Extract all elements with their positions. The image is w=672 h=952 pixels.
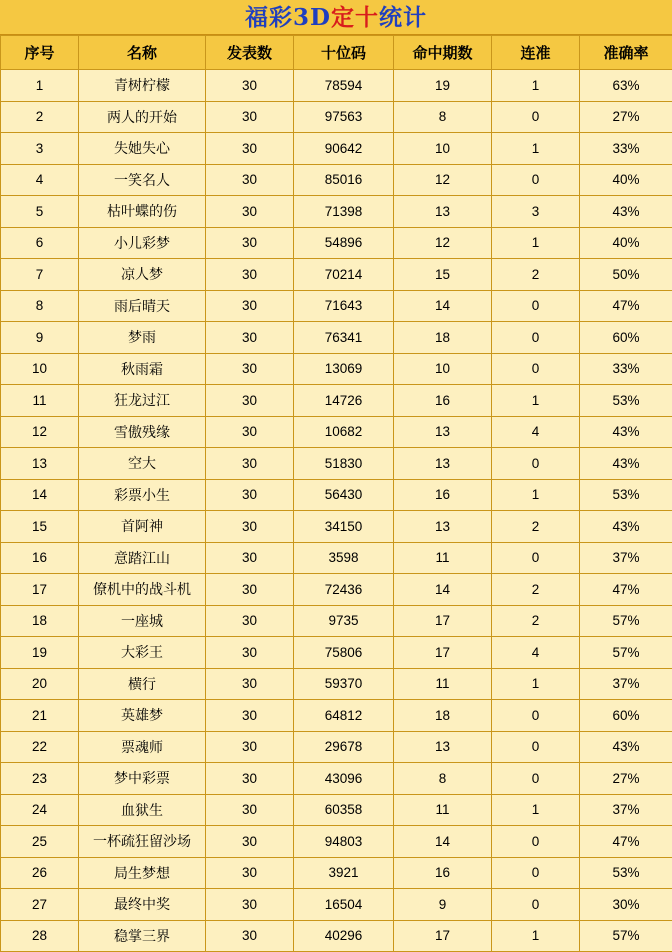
cell-index: 20 [1,668,79,700]
cell-accuracy: 47% [580,290,672,322]
cell-consecutive: 0 [492,164,580,196]
cell-name: 稳掌三界 [79,920,206,952]
cell-hit-periods: 10 [394,353,492,385]
cell-post-count: 30 [206,259,294,291]
cell-accuracy: 60% [580,322,672,354]
cell-post-count: 30 [206,448,294,480]
cell-index: 19 [1,637,79,669]
table-row [1,605,672,637]
cell-tens-digit-code: 14726 [294,385,394,417]
cell-name: 局生梦想 [79,857,206,889]
cell-accuracy: 43% [580,448,672,480]
cell-name: 梦雨 [79,322,206,354]
table-row [1,574,672,606]
cell-consecutive: 2 [492,259,580,291]
cell-index: 10 [1,353,79,385]
cell-index: 11 [1,385,79,417]
cell-consecutive: 0 [492,889,580,921]
cell-post-count: 30 [206,731,294,763]
cell-index: 8 [1,290,79,322]
cell-hit-periods: 16 [394,857,492,889]
cell-hit-periods: 17 [394,605,492,637]
cell-name: 青树柠檬 [79,70,206,102]
cell-tens-digit-code: 40296 [294,920,394,952]
cell-tens-digit-code: 54896 [294,227,394,259]
cell-post-count: 30 [206,857,294,889]
table-row [1,511,672,543]
cell-index: 12 [1,416,79,448]
cell-hit-periods: 13 [394,196,492,228]
cell-consecutive: 1 [492,668,580,700]
cell-tens-digit-code: 29678 [294,731,394,763]
cell-tens-digit-code: 71398 [294,196,394,228]
table-row [1,164,672,196]
cell-name: 凉人梦 [79,259,206,291]
table-row [1,637,672,669]
table-row [1,479,672,511]
title-segment-prefix: 福彩3D [245,4,331,31]
cell-accuracy: 43% [580,416,672,448]
cell-accuracy: 27% [580,101,672,133]
table-row [1,70,672,102]
cell-tens-digit-code: 16504 [294,889,394,921]
cell-accuracy: 43% [580,511,672,543]
cell-name: 一杯疏狂留沙场 [79,826,206,858]
table-row [1,889,672,921]
cell-accuracy: 53% [580,857,672,889]
cell-index: 6 [1,227,79,259]
cell-hit-periods: 13 [394,511,492,543]
cell-tens-digit-code: 94803 [294,826,394,858]
cell-hit-periods: 17 [394,920,492,952]
cell-accuracy: 50% [580,259,672,291]
cell-consecutive: 1 [492,479,580,511]
cell-index: 16 [1,542,79,574]
cell-post-count: 30 [206,637,294,669]
cell-hit-periods: 18 [394,700,492,732]
cell-index: 28 [1,920,79,952]
cell-accuracy: 27% [580,763,672,795]
cell-accuracy: 37% [580,794,672,826]
cell-hit-periods: 12 [394,227,492,259]
cell-index: 21 [1,700,79,732]
cell-consecutive: 0 [492,826,580,858]
cell-post-count: 30 [206,889,294,921]
cell-post-count: 30 [206,700,294,732]
cell-hit-periods: 8 [394,763,492,795]
table-body [1,70,672,952]
cell-index: 22 [1,731,79,763]
cell-index: 25 [1,826,79,858]
cell-name: 首阿神 [79,511,206,543]
cell-tens-digit-code: 64812 [294,700,394,732]
cell-tens-digit-code: 13069 [294,353,394,385]
table-row [1,542,672,574]
cell-post-count: 30 [206,70,294,102]
cell-tens-digit-code: 97563 [294,101,394,133]
cell-consecutive: 0 [492,700,580,732]
cell-post-count: 30 [206,605,294,637]
cell-tens-digit-code: 78594 [294,70,394,102]
cell-consecutive: 2 [492,574,580,606]
table-row [1,700,672,732]
cell-accuracy: 30% [580,889,672,921]
cell-post-count: 30 [206,322,294,354]
cell-post-count: 30 [206,101,294,133]
cell-name: 雨后晴天 [79,290,206,322]
cell-consecutive: 0 [492,542,580,574]
table-row [1,133,672,165]
title-bar [0,0,672,35]
cell-tens-digit-code: 75806 [294,637,394,669]
cell-accuracy: 57% [580,920,672,952]
cell-consecutive: 1 [492,385,580,417]
cell-accuracy: 37% [580,542,672,574]
cell-index: 24 [1,794,79,826]
cell-post-count: 30 [206,353,294,385]
cell-consecutive: 0 [492,322,580,354]
cell-name: 秋雨霜 [79,353,206,385]
column-header-consecutive: 连准 [492,36,580,70]
cell-accuracy: 43% [580,731,672,763]
cell-consecutive: 1 [492,794,580,826]
table-row [1,290,672,322]
cell-tens-digit-code: 60358 [294,794,394,826]
cell-consecutive: 4 [492,416,580,448]
cell-hit-periods: 13 [394,416,492,448]
cell-tens-digit-code: 76341 [294,322,394,354]
cell-index: 2 [1,101,79,133]
cell-post-count: 30 [206,290,294,322]
column-header-name: 名称 [79,36,206,70]
cell-hit-periods: 16 [394,385,492,417]
cell-hit-periods: 19 [394,70,492,102]
cell-tens-digit-code: 9735 [294,605,394,637]
table-row [1,731,672,763]
table-row [1,920,672,952]
cell-tens-digit-code: 3598 [294,542,394,574]
cell-name: 横行 [79,668,206,700]
cell-tens-digit-code: 34150 [294,511,394,543]
cell-hit-periods: 18 [394,322,492,354]
cell-accuracy: 47% [580,826,672,858]
cell-hit-periods: 12 [394,164,492,196]
table-row [1,448,672,480]
table-row [1,794,672,826]
cell-index: 5 [1,196,79,228]
cell-hit-periods: 14 [394,574,492,606]
cell-post-count: 30 [206,574,294,606]
table-header-row [1,36,672,70]
cell-consecutive: 1 [492,227,580,259]
cell-consecutive: 0 [492,353,580,385]
cell-post-count: 30 [206,826,294,858]
cell-hit-periods: 11 [394,668,492,700]
table-row [1,385,672,417]
table-row [1,196,672,228]
cell-tens-digit-code: 56430 [294,479,394,511]
table-row [1,668,672,700]
title-segment-suffix: 统计 [379,4,427,31]
table-row [1,353,672,385]
cell-index: 3 [1,133,79,165]
cell-post-count: 30 [206,794,294,826]
cell-post-count: 30 [206,920,294,952]
cell-index: 23 [1,763,79,795]
table-row [1,101,672,133]
cell-post-count: 30 [206,196,294,228]
cell-hit-periods: 17 [394,637,492,669]
cell-post-count: 30 [206,164,294,196]
cell-index: 26 [1,857,79,889]
cell-name: 僚机中的战斗机 [79,574,206,606]
cell-accuracy: 40% [580,227,672,259]
cell-name: 失她失心 [79,133,206,165]
cell-accuracy: 47% [580,574,672,606]
statistics-table [0,35,672,952]
cell-hit-periods: 14 [394,826,492,858]
column-header-tens-digit-code: 十位码 [294,36,394,70]
cell-tens-digit-code: 90642 [294,133,394,165]
cell-tens-digit-code: 51830 [294,448,394,480]
cell-index: 14 [1,479,79,511]
cell-post-count: 30 [206,385,294,417]
cell-hit-periods: 9 [394,889,492,921]
cell-hit-periods: 10 [394,133,492,165]
cell-name: 狂龙过江 [79,385,206,417]
cell-index: 18 [1,605,79,637]
cell-tens-digit-code: 70214 [294,259,394,291]
cell-consecutive: 0 [492,763,580,795]
cell-accuracy: 33% [580,353,672,385]
cell-accuracy: 53% [580,385,672,417]
cell-tens-digit-code: 59370 [294,668,394,700]
cell-consecutive: 2 [492,511,580,543]
table-row [1,857,672,889]
cell-tens-digit-code: 85016 [294,164,394,196]
cell-consecutive: 0 [492,101,580,133]
cell-post-count: 30 [206,542,294,574]
cell-index: 13 [1,448,79,480]
cell-accuracy: 60% [580,700,672,732]
cell-index: 27 [1,889,79,921]
cell-accuracy: 57% [580,637,672,669]
cell-hit-periods: 13 [394,448,492,480]
cell-accuracy: 33% [580,133,672,165]
cell-accuracy: 40% [580,164,672,196]
cell-consecutive: 2 [492,605,580,637]
cell-accuracy: 57% [580,605,672,637]
cell-index: 4 [1,164,79,196]
cell-hit-periods: 11 [394,794,492,826]
cell-index: 17 [1,574,79,606]
cell-name: 一笑名人 [79,164,206,196]
column-header-post-count: 发表数 [206,36,294,70]
cell-tens-digit-code: 43096 [294,763,394,795]
column-header-accuracy: 准确率 [580,36,672,70]
page-title [245,6,427,29]
cell-index: 1 [1,70,79,102]
cell-name: 小儿彩梦 [79,227,206,259]
cell-name: 枯叶蝶的伤 [79,196,206,228]
cell-consecutive: 0 [492,448,580,480]
cell-name: 最终中奖 [79,889,206,921]
cell-name: 一座城 [79,605,206,637]
cell-accuracy: 53% [580,479,672,511]
cell-accuracy: 63% [580,70,672,102]
cell-consecutive: 1 [492,133,580,165]
cell-consecutive: 1 [492,70,580,102]
cell-name: 空大 [79,448,206,480]
cell-consecutive: 1 [492,920,580,952]
cell-accuracy: 37% [580,668,672,700]
cell-name: 彩票小生 [79,479,206,511]
cell-name: 两人的开始 [79,101,206,133]
table-row [1,322,672,354]
table-header [1,36,672,70]
table-row [1,227,672,259]
cell-post-count: 30 [206,133,294,165]
cell-post-count: 30 [206,511,294,543]
cell-hit-periods: 14 [394,290,492,322]
cell-index: 7 [1,259,79,291]
cell-name: 雪傲残缘 [79,416,206,448]
title-segment-highlight: 定十 [331,4,379,31]
cell-name: 意踏江山 [79,542,206,574]
cell-hit-periods: 16 [394,479,492,511]
cell-accuracy: 43% [580,196,672,228]
cell-post-count: 30 [206,763,294,795]
cell-hit-periods: 8 [394,101,492,133]
cell-index: 15 [1,511,79,543]
cell-post-count: 30 [206,668,294,700]
cell-tens-digit-code: 72436 [294,574,394,606]
cell-consecutive: 4 [492,637,580,669]
cell-hit-periods: 13 [394,731,492,763]
cell-consecutive: 3 [492,196,580,228]
cell-consecutive: 0 [492,731,580,763]
cell-name: 大彩王 [79,637,206,669]
cell-tens-digit-code: 10682 [294,416,394,448]
cell-hit-periods: 15 [394,259,492,291]
table-row [1,763,672,795]
column-header-index: 序号 [1,36,79,70]
cell-post-count: 30 [206,479,294,511]
cell-tens-digit-code: 71643 [294,290,394,322]
table-row [1,826,672,858]
cell-post-count: 30 [206,227,294,259]
cell-consecutive: 0 [492,857,580,889]
cell-name: 票魂师 [79,731,206,763]
cell-name: 血狱生 [79,794,206,826]
cell-name: 梦中彩票 [79,763,206,795]
cell-post-count: 30 [206,416,294,448]
table-row [1,416,672,448]
cell-hit-periods: 11 [394,542,492,574]
table-row [1,259,672,291]
column-header-hit-periods: 命中期数 [394,36,492,70]
cell-index: 9 [1,322,79,354]
cell-consecutive: 0 [492,290,580,322]
cell-name: 英雄梦 [79,700,206,732]
cell-tens-digit-code: 3921 [294,857,394,889]
